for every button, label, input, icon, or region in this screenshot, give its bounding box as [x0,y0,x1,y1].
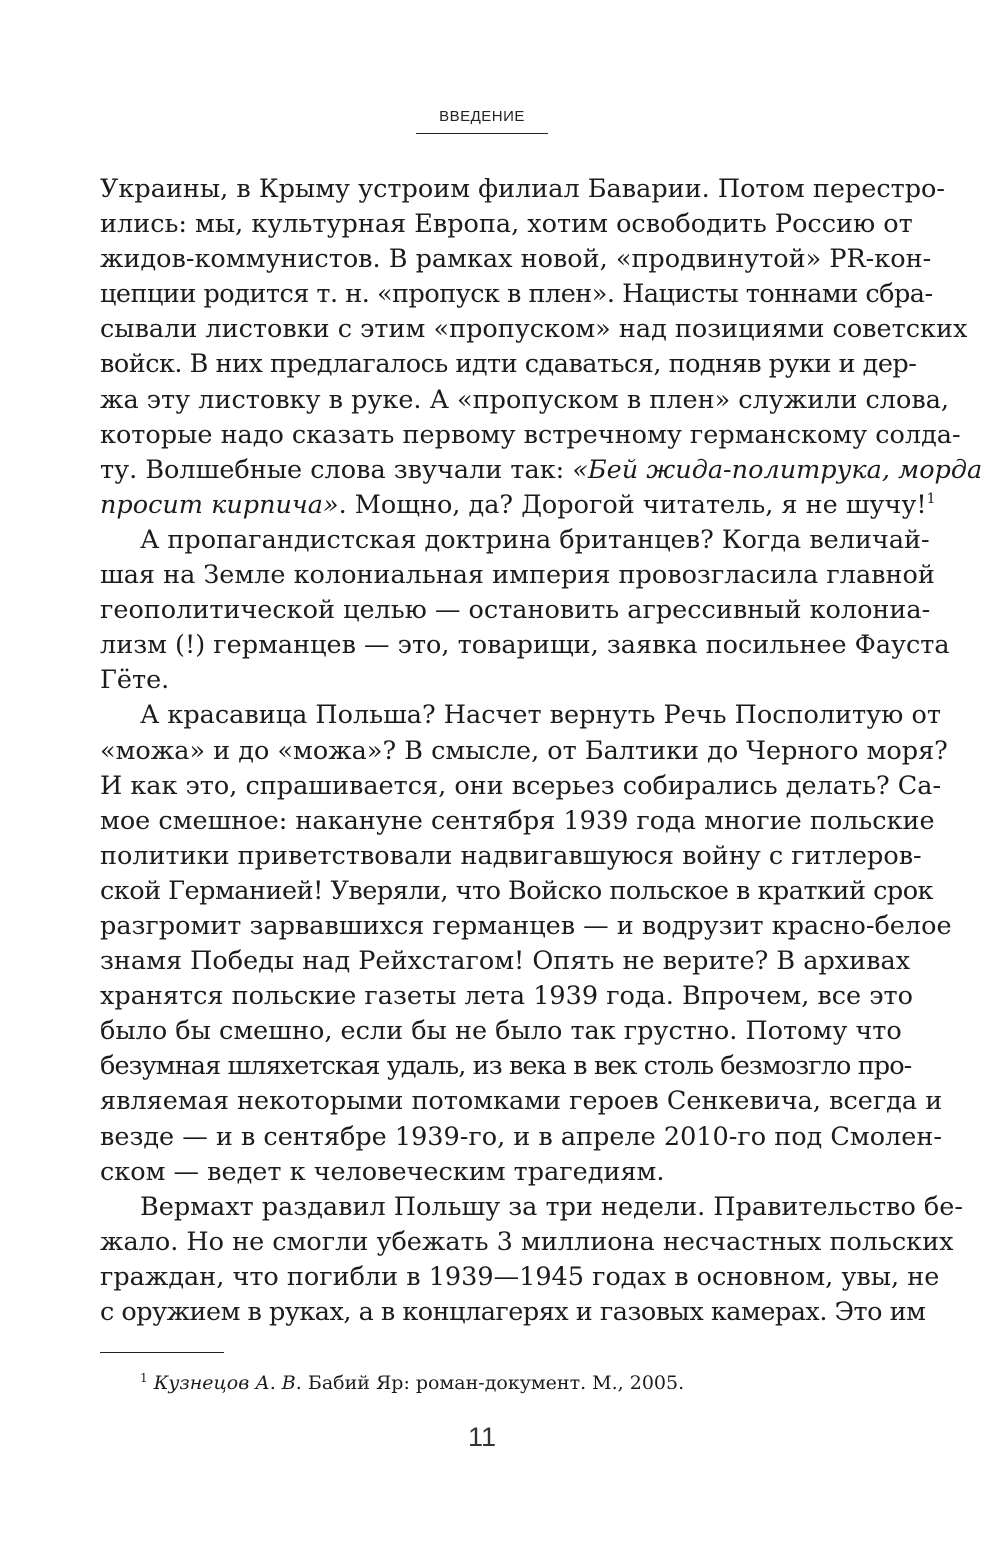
text-line [100,453,983,488]
text-segment: . Мощно, да? Дорогой читатель, я не шучу! [338,489,927,520]
text-line: безумная шляхетская удаль, из века в век столь безмозгло про- [100,1051,912,1082]
footnote-rule [100,1352,224,1353]
text-line: политики приветствовали надвигавшуюся войну с гитлеров- [100,840,922,871]
footnote-ref[interactable]: 1 [926,490,936,507]
text-line: с оружием в руках, а в концлагерях и газовых камерах. Это им [100,1297,926,1327]
text-line: знамя Победы над Рейхстагом! Опять не верите? В архивах [100,946,911,977]
quote-italic: просит кирпича» [100,489,339,520]
text-line: шая на Земле колониальная империя провозгласила главной [100,560,935,591]
text-line: везде — и в сентябре 1939-го, и в апреле 2010-го под Смолен- [100,1121,942,1152]
quote-italic: «Бей жида-политрука, морда [572,454,983,485]
text-line: являемая некоторыми потомками героев Сенкевича, всегда и [100,1086,943,1117]
text-line: ском — ведет к человеческим трагедиям. [100,1156,665,1187]
text-line: жидов-коммунистов. В рамках новой, «продвинутой» PR-кон- [100,244,932,275]
text-line: мое смешное: накануне сентября 1939 года многие польские [100,805,935,836]
text-line [100,488,936,523]
page-number: 11 [467,1422,497,1452]
text-line: «можа» и до «можа»? В смысле, от Балтики до Черного моря? [100,735,948,766]
running-head-rule [416,133,548,134]
text-line: войск. В них предлагалось идти сдаваться, подняв руки и дер- [100,349,917,380]
text-line: хранятся польские газеты лета 1939 года. Впрочем, все это [100,981,913,1012]
text-line: Гёте. [100,665,170,696]
footnote-author: Кузнецов А. В. [153,1372,302,1394]
text-line: ской Германией! Уверяли, что Войско польское в краткий срок [100,875,933,906]
running-head: ВВЕДЕНИЕ [439,108,525,125]
text-line: геополитической целью — остановить агрессивный колониа- [100,595,931,626]
text-line: было бы смешно, если бы не было так грустно. Потому что [100,1016,902,1047]
text-line: ились: мы, культурная Европа, хотим освободить Россию от [100,209,913,240]
text-line: А пропагандистская доктрина британцев? Когда величай- [140,524,930,555]
text-line: Вермахт раздавил Польшу за три недели. Правительство бе- [140,1191,963,1222]
text-line: И как это, спрашивается, они всерьез собирались делать? Са- [100,770,942,801]
text-line: сывали листовки с этим «пропуском» над позициями советских [100,314,968,345]
text-line: цепции родится т. н. «пропуск в плен». Нацисты тоннами сбра- [100,279,933,310]
text-line: Украины, в Крыму устроим филиал Баварии. Потом перестро- [100,174,946,204]
text-line: А красавица Польша? Насчет вернуть Речь Посполитую от [140,700,941,731]
footnote-text: Бабий Яр: роман-документ. М., 2005. [301,1372,685,1394]
text-line: жало. Но не смогли убежать 3 миллиона несчастных польских [100,1226,954,1257]
footnote [140,1370,684,1396]
text-line: лизм (!) германцев — это, товарищи, заявка посильнее Фауста [100,630,950,661]
body-text [100,172,983,1330]
text-line: разгромит зарвавшихся германцев — и водрузит красно-белое [100,910,952,941]
text-line: жа эту листовку в руке. А «пропуском в плен» служили слова, [100,384,950,415]
text-line: граждан, что погибли в 1939—1945 годах в основном, увы, не [100,1261,940,1292]
text-line: которые надо сказать первому встречному германскому солда- [100,419,961,450]
text-segment: ту. Волшебные слова звучали так: [100,454,573,485]
footnote-marker: 1 [140,1371,148,1385]
